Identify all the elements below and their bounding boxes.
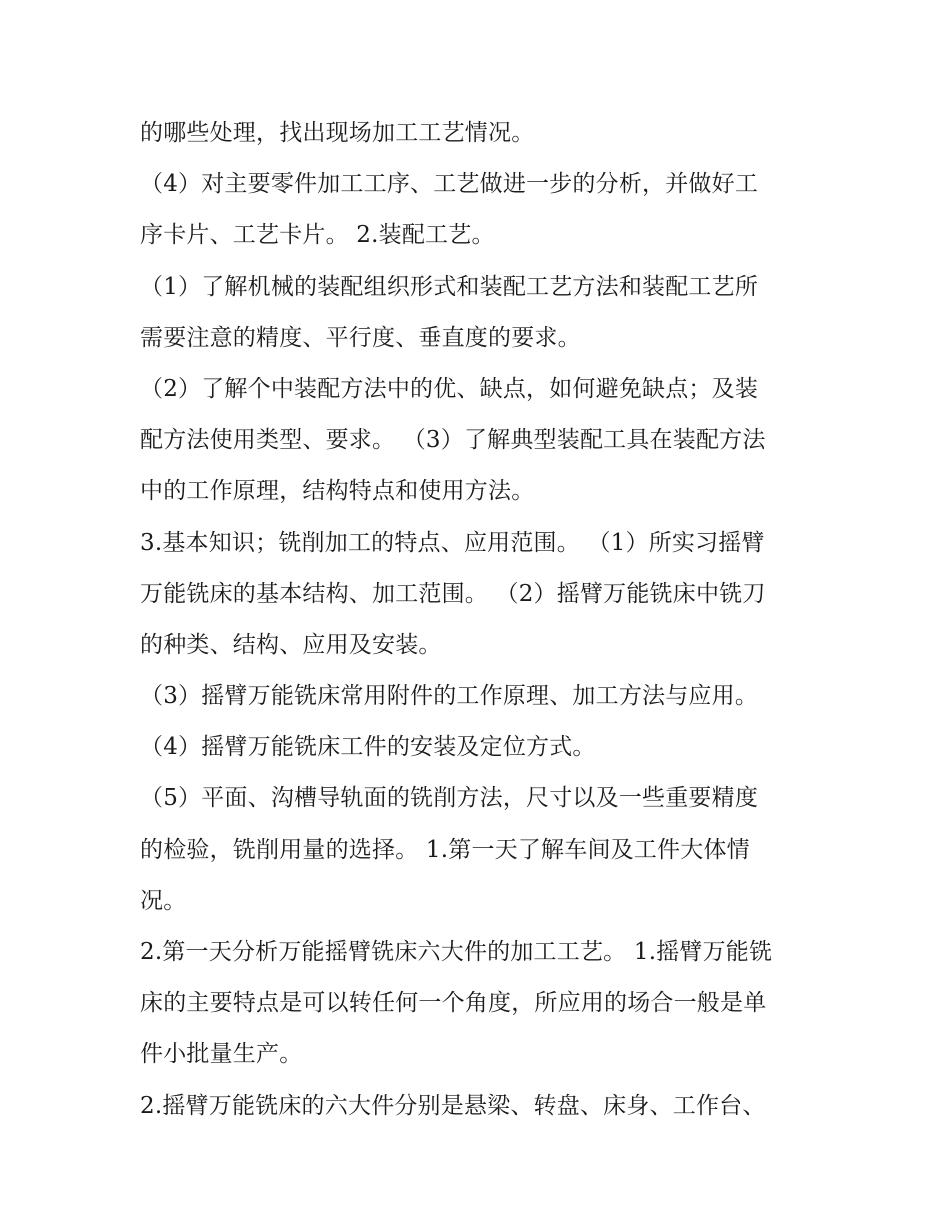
text-line: 2.第一天分析万能摇臂铣床六大件的加工工艺。 1.摇臂万能铣 [140,939,773,965]
text-line: 序卡片、工艺卡片。 2.装配工艺。 [140,222,495,249]
text-line: （1）了解机械的装配组织形式和装配工艺方法和装配工艺所 [140,273,759,300]
text-line: （4）对主要零件加工工序、工艺做进一步的分析，并做好工 [140,171,759,198]
document-body [140,108,820,1132]
text-line: （3）摇臂万能铣床常用附件的工作原理、加工方法与应用。 [140,683,759,710]
text-line: 的检验，铣削用量的选择。 1.第一天了解车间及工件大体情 [140,836,750,863]
text-line: 需要注意的精度、平行度、垂直度的要求。 [140,324,581,351]
text-line: 中的工作原理，结构特点和使用方法。 [140,478,535,505]
text-line: 床的主要特点是可以转任何一个角度，所应用的场合一般是单 [140,990,767,1017]
text-line: （2）了解个中装配方法中的优、缺点，如何避免缺点；及装 [140,375,759,402]
text-line: 的哪些处理，找出现场加工工艺情况。 [140,120,535,146]
text-line: （4）摇臂万能铣床工件的安装及定位方式。 [140,734,596,761]
text-line: 万能铣床的基本结构、加工范围。 （2）摇臂万能铣床中铣刀 [140,580,766,607]
text-line: 的种类、结构、应用及安装。 [140,631,442,658]
text-line: 件小批量生产。 [140,1041,303,1068]
text-line: 2.摇臂万能铣床的六大件分别是悬梁、转盘、床身、工作台、 [140,1092,766,1119]
text-line: （5）平面、沟槽导轨面的铣削方法，尺寸以及一些重要精度 [140,785,759,812]
text-line: 配方法使用类型、要求。 （3）了解典型装配工具在装配方法 [140,427,766,454]
text-line: 3.基本知识；铣削加工的特点、应用范围。 （1）所实习摇臂 [140,529,765,556]
text-line: 况。 [140,887,187,914]
